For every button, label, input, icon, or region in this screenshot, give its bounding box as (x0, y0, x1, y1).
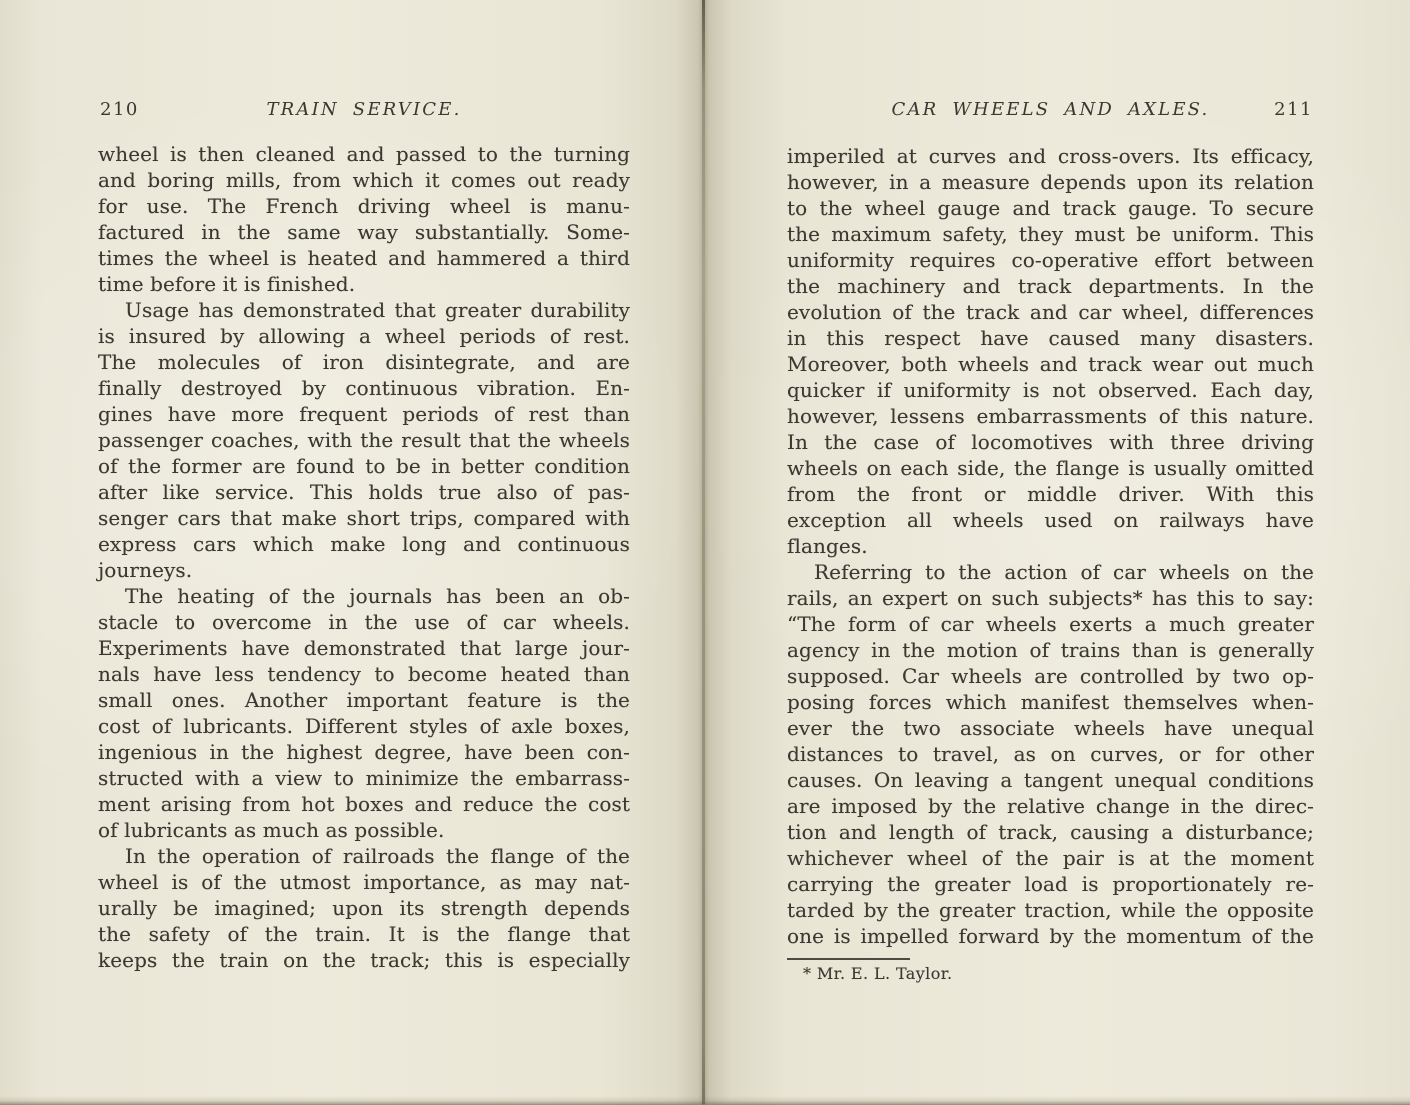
text-line: ingenious in the highest degree, have been con- (98, 740, 630, 764)
text-line: from the front or middle driver. With this (787, 482, 1314, 506)
text-line: keeps the train on the track; this is especially (98, 948, 630, 972)
text-line: of the former are found to be in better condition (98, 454, 630, 478)
text-line: however, in a measure depends upon its relation (787, 170, 1314, 194)
text-line: are imposed by the relative change in the direc- (787, 794, 1314, 818)
text-line: distances to travel, as on curves, or for other (787, 742, 1314, 766)
paragraph (98, 843, 630, 973)
text-line: evolution of the track and car wheel, differences (787, 300, 1314, 324)
paragraph (98, 583, 630, 843)
paragraph (98, 297, 630, 583)
text-line: tion and length of track, causing a disturbance; (787, 820, 1314, 844)
text-line: nals have less tendency to become heated than (98, 662, 630, 686)
text-line: time before it is finished. (98, 272, 356, 296)
text-line: senger cars that make short trips, compared with (98, 506, 630, 530)
text-line: ment arising from hot boxes and reduce the cost (98, 792, 630, 816)
paragraph (787, 559, 1314, 949)
text-line: carrying the greater load is proportionately re- (787, 872, 1314, 896)
text-line: urally be imagined; upon its strength depends (98, 896, 630, 920)
text-line: posing forces which manifest themselves when- (787, 690, 1314, 714)
text-line: and boring mills, from which it comes out ready (98, 168, 630, 192)
text-line: gines have more frequent periods of rest than (98, 402, 630, 426)
text-line: in this respect have caused many disasters. (787, 326, 1314, 350)
text-line: supposed. Car wheels are controlled by two op- (787, 664, 1314, 688)
page-body-right (787, 143, 1314, 984)
text-line: journeys. (98, 558, 193, 582)
text-line: Usage has demonstrated that greater durability (125, 298, 630, 322)
text-line: factured in the same way substantially. Some- (98, 220, 630, 244)
page-bottom-edge (0, 1096, 1410, 1105)
text-line: express cars which make long and continuous (98, 532, 630, 556)
text-line: stacle to overcome in the use of car wheels. (98, 610, 630, 634)
page-left (0, 0, 703, 1105)
text-line: wheel is of the utmost importance, as may nat- (98, 870, 630, 894)
text-line: small ones. Another important feature is the (98, 688, 630, 712)
text-line: the safety of the train. It is the flange that (98, 922, 630, 946)
text-line: “The form of car wheels exerts a much greater (787, 612, 1314, 636)
text-line: times the wheel is heated and hammered a third (98, 246, 630, 270)
running-head-right: CAR WHEELS AND AXLES. (891, 99, 1210, 120)
running-head-left: TRAIN SERVICE. (266, 99, 462, 120)
text-line: causes. On leaving a tangent unequal conditions (787, 768, 1314, 792)
text-line: The heating of the journals has been an ob- (125, 584, 630, 608)
text-line: uniformity requires co-operative effort between (787, 248, 1314, 272)
paragraph (787, 143, 1314, 559)
text-line: flanges. (787, 534, 868, 558)
text-line: is insured by allowing a wheel periods of rest. (98, 324, 630, 348)
text-line: Moreover, both wheels and track wear out much (787, 352, 1314, 376)
text-line: wheels on each side, the flange is usually omitted (787, 456, 1314, 480)
text-line: cost of lubricants. Different styles of axle boxes, (98, 714, 630, 738)
text-line: the machinery and track departments. In the (787, 274, 1314, 298)
footnote (787, 958, 1314, 984)
page-right (703, 0, 1410, 1105)
text-line: exception all wheels used on railways have (787, 508, 1314, 532)
book-gutter (702, 0, 705, 1105)
page-number-right: 211 (1274, 99, 1313, 120)
page-number-left: 210 (100, 99, 139, 120)
text-line: Experiments have demonstrated that large jour- (98, 636, 630, 660)
text-line: In the case of locomotives with three driving (787, 430, 1314, 454)
text-line: whichever wheel of the pair is at the moment (787, 846, 1314, 870)
text-line: ever the two associate wheels have unequal (787, 716, 1314, 740)
text-line: wheel is then cleaned and passed to the turning (98, 142, 630, 166)
footnote-text: * Mr. E. L. Taylor. (803, 964, 953, 983)
paragraph (98, 141, 630, 297)
text-line: imperiled at curves and cross-overs. Its efficacy, (787, 144, 1314, 168)
text-line: rails, an expert on such subjects* has this to say: (787, 586, 1314, 610)
text-line: however, lessens embarrassments of this nature. (787, 404, 1314, 428)
footnote-rule (787, 958, 910, 960)
text-line: after like service. This holds true also of pas- (98, 480, 630, 504)
page-body-left (98, 141, 630, 973)
text-line: In the operation of railroads the flange of the (125, 844, 630, 868)
text-line: of lubricants as much as possible. (98, 818, 445, 842)
text-line: finally destroyed by continuous vibration. En- (98, 376, 630, 400)
text-line: one is impelled forward by the momentum of the (787, 924, 1314, 948)
text-line: agency in the motion of trains than is generally (787, 638, 1314, 662)
text-line: Referring to the action of car wheels on the (814, 560, 1314, 584)
text-line: tarded by the greater traction, while the opposite (787, 898, 1314, 922)
text-line: for use. The French driving wheel is manu- (98, 194, 630, 218)
text-line: to the wheel gauge and track gauge. To secure (787, 196, 1314, 220)
text-line: passenger coaches, with the result that the wheels (98, 428, 630, 452)
text-line: the maximum safety, they must be uniform. This (787, 222, 1314, 246)
text-line: quicker if uniformity is not observed. Each day, (787, 378, 1314, 402)
text-line: structed with a view to minimize the embarrass- (98, 766, 630, 790)
text-line: The molecules of iron disintegrate, and are (98, 350, 630, 374)
